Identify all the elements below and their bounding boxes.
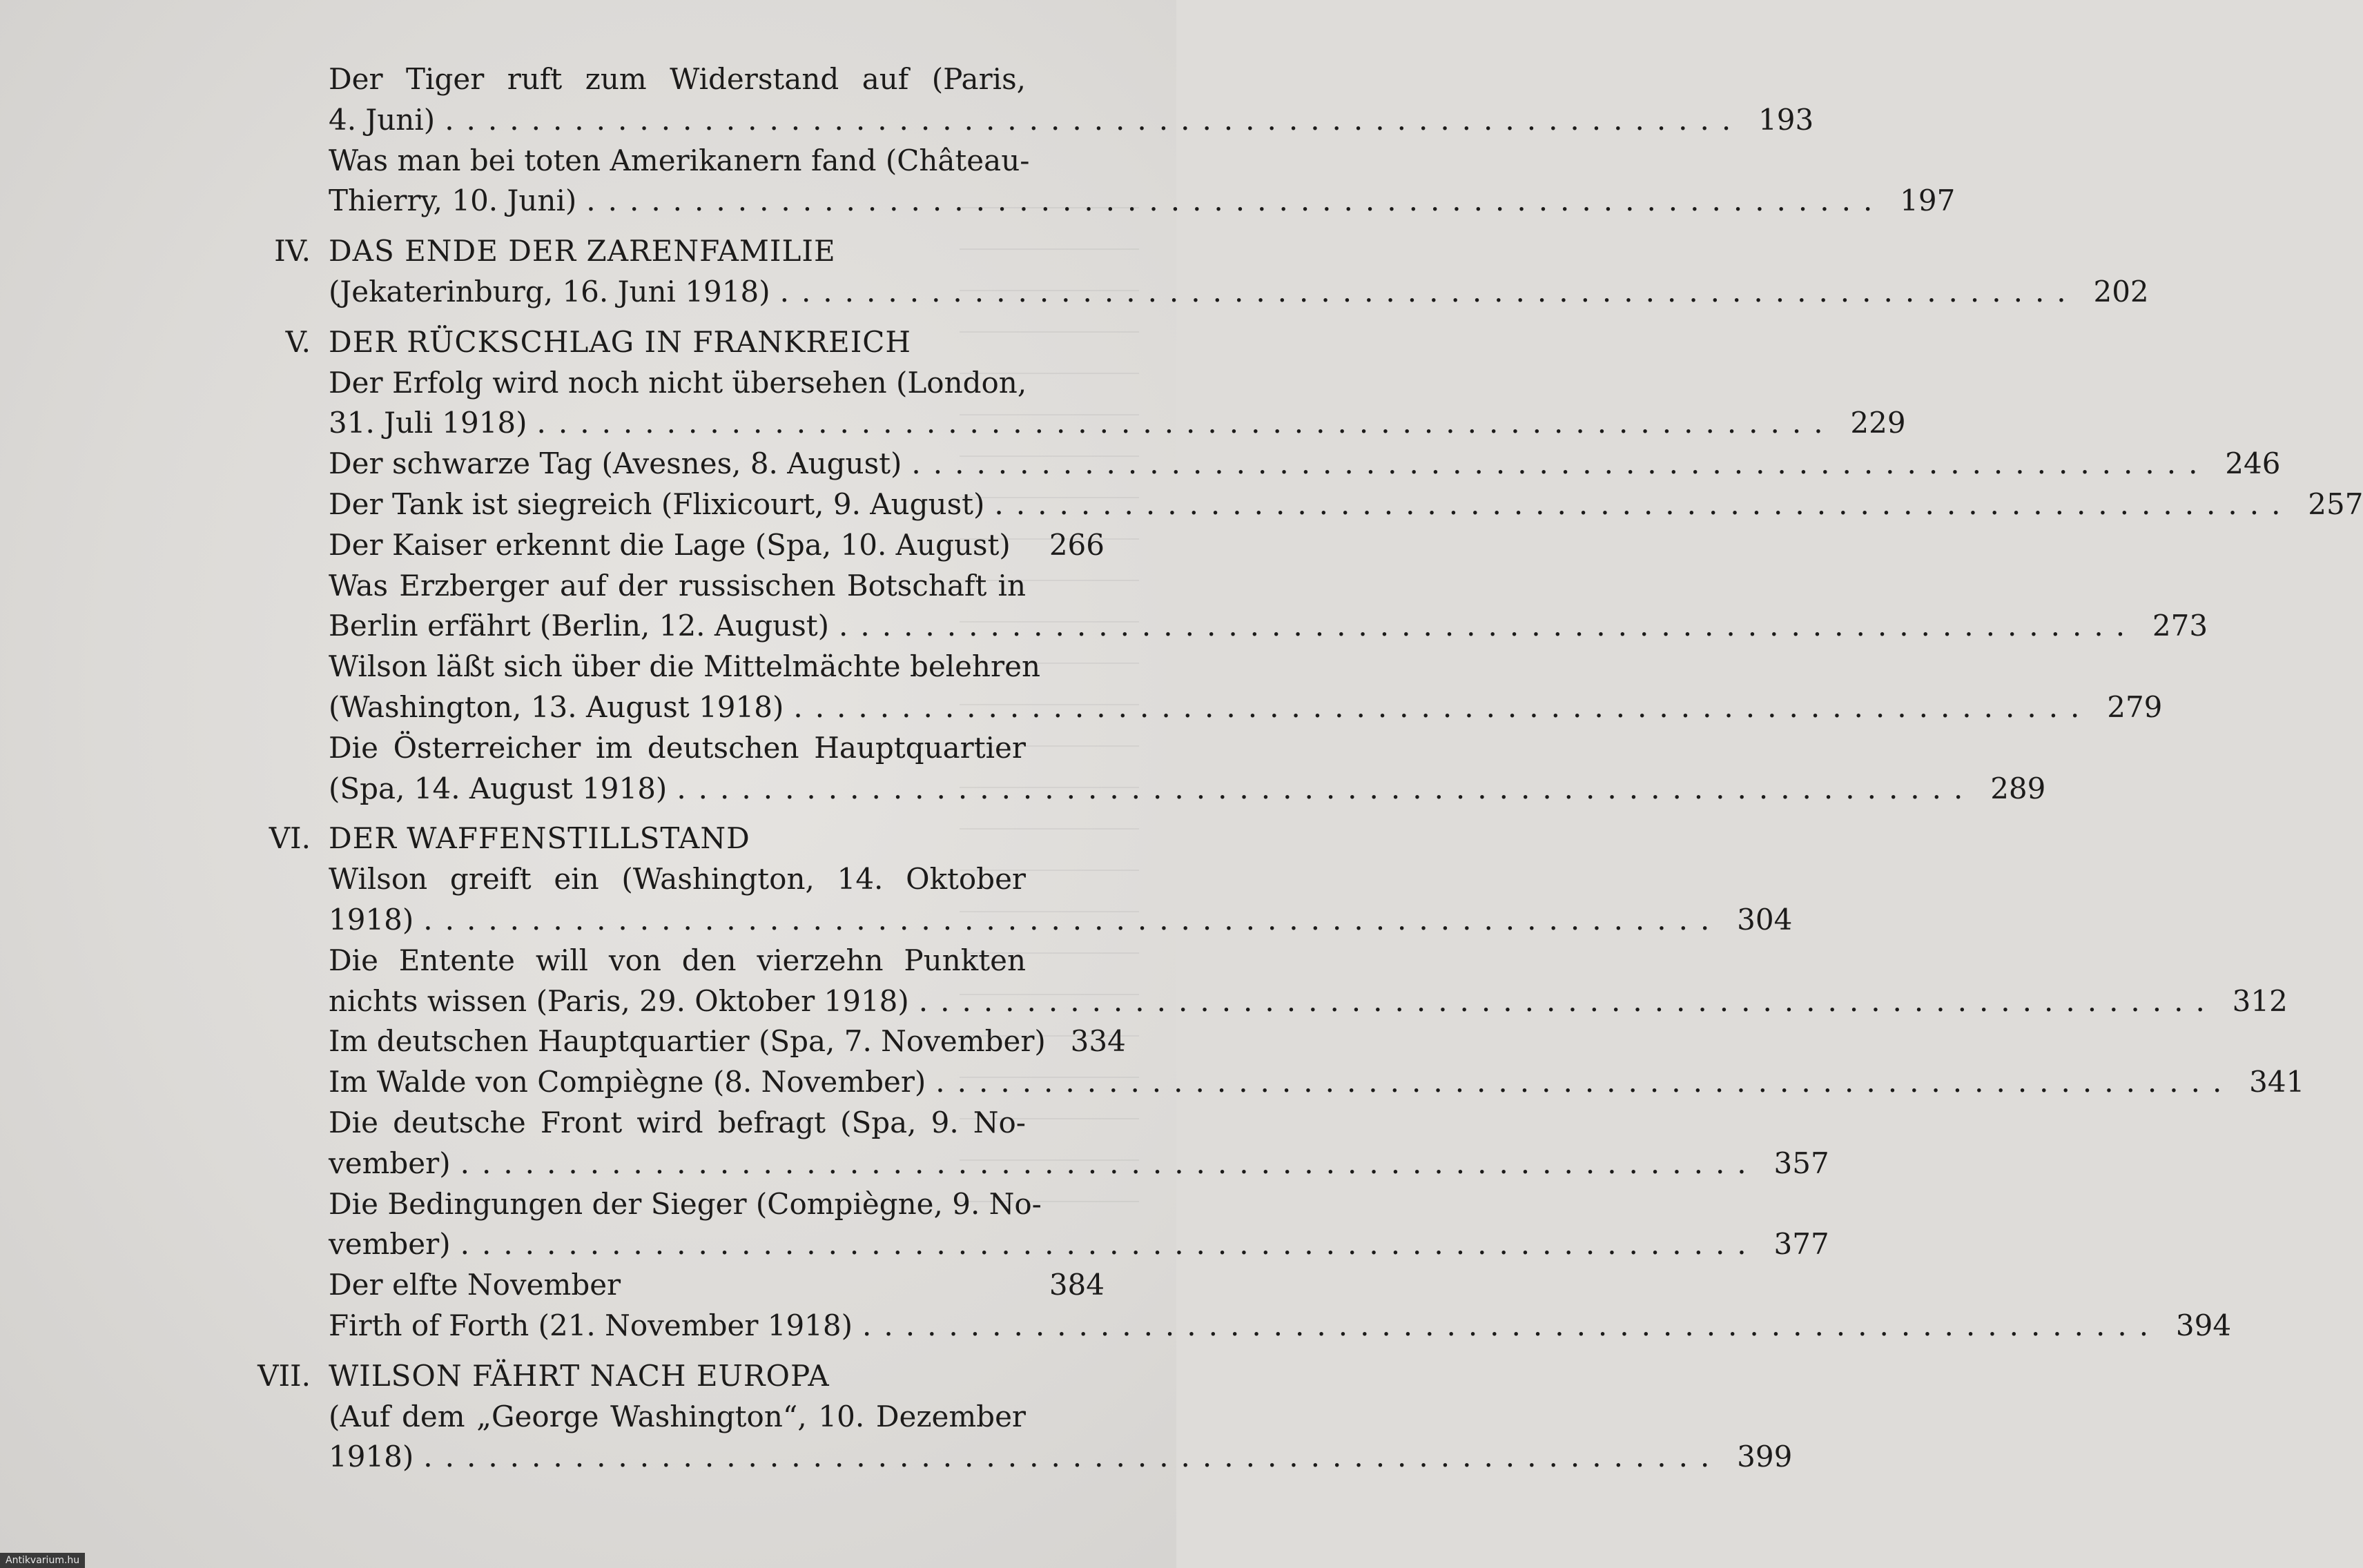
entry-title-line: Die Entente will von den vierzehn Punkten: [329, 943, 1026, 977]
dot-leader: ............................................................: [911, 447, 2210, 481]
dot-leader: ............................................................: [779, 275, 2079, 308]
entry-title-line: Der Tiger ruft zum Widerstand auf (Paris,: [329, 62, 1026, 96]
dot-leader: ............................................................: [586, 184, 1885, 218]
entry-title: Im Walde von Compiègne (8. November): [329, 1065, 926, 1099]
toc-entry: [329, 484, 2363, 525]
toc-entry: [329, 403, 1906, 443]
dot-leader: ............................................................: [793, 690, 2092, 724]
chapter-number: IV.: [274, 234, 311, 268]
toc-entry: [329, 769, 2046, 809]
toc-entry: [329, 981, 2288, 1021]
entry-title: vember): [329, 1227, 451, 1262]
dot-leader: ............................................................: [536, 406, 1836, 440]
entry-title-line: Wilson greift ein (Washington, 14. Oktober: [329, 862, 1026, 896]
entry-title-line: Die deutsche Front wird befragt (Spa, 9. No-: [329, 1106, 1026, 1139]
page-number: 357: [1773, 1146, 1829, 1180]
page-number: 312: [2232, 983, 2288, 1018]
chapter-number: VI.: [269, 821, 311, 856]
toc-entry: [329, 100, 1814, 140]
entry-title-line: (Auf dem „George Washington“, 10. Dezember: [329, 1399, 1026, 1433]
dot-leader: ............................................................: [839, 609, 2138, 643]
entry-title-line: Der Erfolg wird noch nicht übersehen (London,: [329, 365, 1027, 400]
entry-title: (Spa, 14. August 1918): [329, 771, 668, 805]
entry-title: (Jekaterinburg, 16. Juni 1918): [329, 275, 770, 308]
toc-entry: [329, 1224, 1829, 1264]
toc-entry: [329, 444, 2281, 484]
toc-entry: [329, 1021, 1126, 1061]
dot-leader: ............................................................: [423, 1440, 1722, 1474]
page-number: 394: [2175, 1309, 2232, 1342]
toc-entry: [329, 272, 2149, 312]
chapter-title: DER RÜCKSCHLAG IN FRANKREICH: [329, 324, 912, 359]
dot-leader: ............................................................: [935, 1065, 2235, 1099]
dot-leader: ............................................................: [445, 102, 1744, 137]
entry-title: Der schwarze Tag (Avesnes, 8. August): [329, 447, 902, 481]
toc-entry: [329, 525, 1105, 565]
page-number: 384: [1049, 1268, 1105, 1302]
toc-entry: [329, 1306, 2232, 1346]
dot-leader: ............................................................: [423, 903, 1722, 937]
page-number: 399: [1737, 1440, 1793, 1474]
entry-title: 1918): [329, 903, 414, 937]
page-number: 334: [1070, 1024, 1126, 1059]
entry-title-line: Die Österreicher im deutschen Hauptquartier: [329, 730, 1026, 765]
entry-title: nichts wissen (Paris, 29. Oktober 1918): [329, 983, 909, 1018]
chapter-title: DAS ENDE DER ZARENFAMILIE: [329, 234, 836, 268]
entry-title: 31. Juli 1918): [329, 406, 527, 440]
page-number: 341: [2249, 1065, 2305, 1099]
page-number: 377: [1773, 1227, 1829, 1262]
page-number: 246: [2225, 447, 2281, 481]
dot-leader: ............................................................: [994, 487, 2293, 521]
dot-leader: ............................................................: [677, 771, 1976, 805]
toc-entry: [329, 181, 1956, 221]
toc-entry: [329, 1144, 1829, 1184]
page-number: 279: [2107, 690, 2163, 724]
entry-title: 1918): [329, 1440, 414, 1474]
page-number: 289: [1990, 771, 2046, 805]
entry-title-line: Die Bedingungen der Sieger (Compiègne, 9. No-: [329, 1186, 1042, 1221]
dot-leader: ............................................................: [460, 1146, 1759, 1180]
entry-title-line: Wilson läßt sich über die Mittelmächte belehren: [329, 649, 1041, 684]
toc-entry: [329, 606, 2208, 646]
page-number: 273: [2152, 609, 2208, 643]
entry-title: Firth of Forth (21. November 1918): [329, 1309, 853, 1342]
page-number: 202: [2093, 275, 2149, 308]
entry-title: Im deutschen Hauptquartier (Spa, 7. November): [329, 1024, 1046, 1059]
dot-leader: ............................................................: [862, 1309, 2161, 1342]
entry-title: Thierry, 10. Juni): [329, 184, 577, 218]
toc-entry: [329, 900, 1793, 940]
entry-title-line: Was Erzberger auf der russischen Botschaft in: [329, 568, 1026, 602]
entry-title: Berlin erfährt (Berlin, 12. August): [329, 609, 830, 643]
entry-title: 4. Juni): [329, 102, 436, 137]
chapter-number: VII.: [257, 1358, 311, 1393]
page-number: 193: [1758, 102, 1814, 137]
page-number: 266: [1049, 527, 1105, 562]
entry-title: (Washington, 13. August 1918): [329, 690, 784, 724]
chapter-title: DER WAFFENSTILLSTAND: [329, 821, 750, 856]
toc-entry: [329, 1062, 2305, 1102]
chapter-number: V.: [285, 324, 311, 359]
dot-leader: ............................................................: [460, 1227, 1759, 1262]
page-number: 229: [1850, 406, 1906, 440]
entry-title: Der Kaiser erkennt die Lage (Spa, 10. August): [329, 527, 1011, 562]
entry-title-line: Was man bei toten Amerikanern fand (Château-: [329, 143, 1030, 177]
dot-leader: ............................................................: [918, 983, 2217, 1018]
page-number: 197: [1900, 184, 1956, 218]
entry-title: vember): [329, 1146, 451, 1180]
toc-entry: [329, 1437, 1793, 1477]
page-number: 257: [2308, 487, 2363, 521]
entry-title: Der elfte November: [329, 1268, 621, 1302]
toc-entry: [329, 687, 2163, 727]
page-number: 304: [1737, 903, 1793, 937]
entry-title: Der Tank ist siegreich (Flixicourt, 9. August): [329, 487, 985, 521]
toc-entry: [329, 1265, 1105, 1305]
watermark-label: Antikvarium.hu: [0, 1553, 85, 1568]
chapter-title: WILSON FÄHRT NACH EUROPA: [329, 1358, 830, 1393]
